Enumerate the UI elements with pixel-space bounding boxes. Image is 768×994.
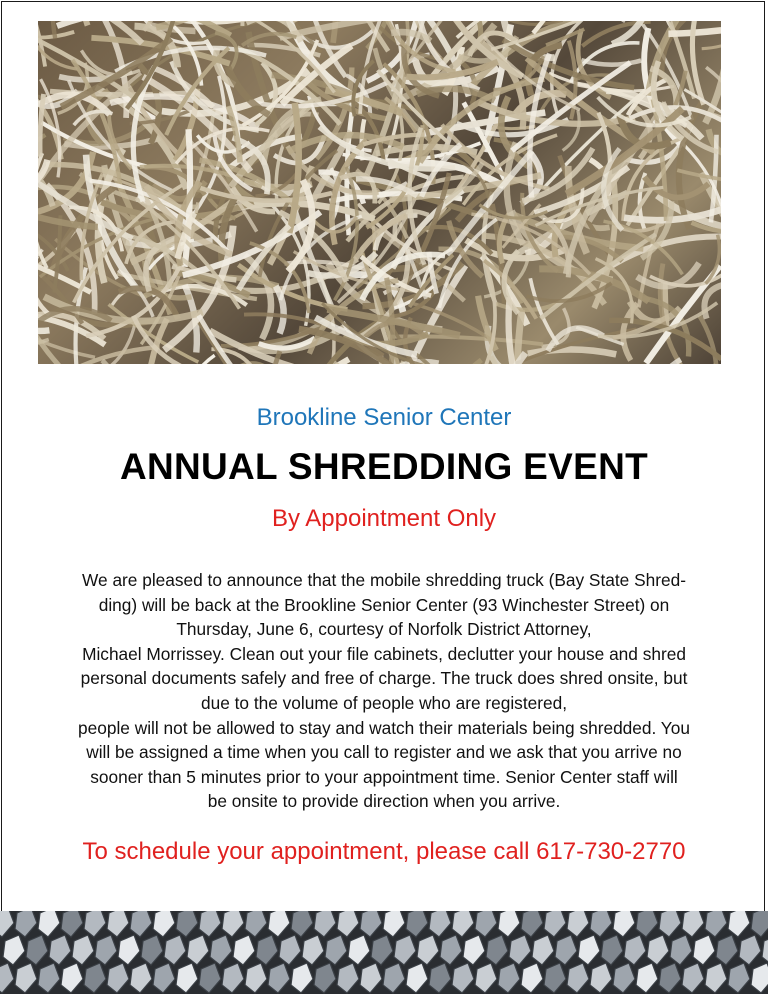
blade-segment: [659, 963, 681, 993]
blade-segment: [107, 911, 129, 937]
blade-segment: [452, 963, 474, 993]
blade-segment: [509, 935, 531, 965]
blade-segment: [762, 935, 768, 965]
blade-segment: [636, 911, 658, 937]
blade-segment: [544, 911, 566, 937]
blade-segment: [475, 963, 497, 993]
blade-segment: [659, 911, 681, 937]
blade-segment: [429, 911, 451, 937]
blade-segment: [682, 963, 704, 993]
blade-segment: [682, 911, 704, 937]
description-line: sooner than 5 minutes prior to your appointment time. Senior Center staff will: [90, 766, 678, 787]
event-title: ANNUAL SHREDDING EVENT: [119, 446, 649, 487]
paper-strip: [438, 360, 481, 364]
blade-segment: [199, 963, 221, 993]
blade-segment: [636, 963, 658, 993]
blade-segment: [693, 935, 715, 965]
blade-segment: [61, 963, 83, 993]
blade-segment: [107, 963, 129, 993]
organization-name: Brookline Senior Center: [256, 404, 512, 431]
blade-segment: [590, 963, 612, 993]
blade-segment: [348, 935, 370, 965]
blade-segment: [153, 963, 175, 993]
blade-segment: [314, 963, 336, 993]
blade-segment: [567, 911, 589, 937]
blade-segment: [118, 935, 140, 965]
paper-strip: [581, 60, 641, 64]
blade-segment: [590, 911, 612, 937]
blade-segment: [429, 963, 451, 993]
blade-segment: [406, 911, 428, 937]
blade-segment: [15, 911, 37, 937]
paper-strip: [704, 284, 721, 319]
blade-segment: [360, 963, 382, 993]
blade-segment: [38, 911, 60, 937]
blade-segment: [624, 935, 646, 965]
blade-segment: [647, 935, 669, 965]
blade-segment: [751, 911, 768, 937]
description-line: people will not be allowed to stay and watch their materials being shredded. You: [78, 717, 690, 738]
blade-segment: [705, 911, 727, 937]
shredder-blades-photo: [0, 911, 768, 994]
blade-segment: [38, 963, 60, 993]
blade-segment: [498, 963, 520, 993]
blade-segment: [739, 935, 761, 965]
paper-strip: [657, 360, 680, 365]
blade-segment: [233, 935, 255, 965]
blade-segment: [728, 963, 750, 993]
blade-segment: [15, 963, 37, 993]
blade-segment: [670, 935, 692, 965]
description-line: Thursday, June 6, courtesy of Norfolk District Attorney,: [176, 619, 592, 640]
description-line: due to the volume of people who are registered,: [200, 692, 568, 713]
blade-segment: [130, 911, 152, 937]
blade-segment: [486, 935, 508, 965]
blade-segment: [84, 911, 106, 937]
blade-segment: [521, 963, 543, 993]
blade-segment: [176, 963, 198, 993]
blade-segment: [49, 935, 71, 965]
blade-segment: [544, 963, 566, 993]
blade-segment: [751, 963, 768, 993]
blade-segment: [440, 935, 462, 965]
blade-segment: [452, 911, 474, 937]
blade-segment: [475, 911, 497, 937]
blade-segment: [463, 935, 485, 965]
blade-segment: [3, 935, 25, 965]
blade-segment: [95, 935, 117, 965]
blade-segment: [314, 911, 336, 937]
blade-segment: [153, 911, 175, 937]
blade-segment: [141, 935, 163, 965]
description-line: personal documents safely and free of charge. The truck does shred onsite, but: [80, 668, 688, 689]
blade-segment: [383, 963, 405, 993]
blade-segment: [72, 935, 94, 965]
blade-segment: [578, 935, 600, 965]
blade-segment: [705, 963, 727, 993]
blade-segment: [613, 911, 635, 937]
blade-segment: [417, 935, 439, 965]
shredded-paper-photo: [38, 21, 721, 364]
blade-segment: [371, 935, 393, 965]
blade-segment: [84, 963, 106, 993]
blade-segment: [567, 963, 589, 993]
blade-segment: [61, 911, 83, 937]
blade-segment: [383, 911, 405, 937]
blade-segment: [728, 911, 750, 937]
paper-strip: [276, 286, 284, 334]
paper-strip: [102, 360, 141, 364]
blade-segment: [394, 935, 416, 965]
blade-segment: [199, 911, 221, 937]
blade-segment: [268, 963, 290, 993]
call-to-action: To schedule your appointment, please call 617-730-2770: [82, 838, 686, 865]
blade-segment: [0, 911, 14, 937]
appointment-note: By Appointment Only: [271, 505, 497, 532]
blade-segment: [337, 963, 359, 993]
paper-strip: [699, 316, 716, 364]
blade-segment: [164, 935, 186, 965]
description-line: be onsite to provide direction when you arrive.: [207, 791, 561, 812]
blade-segment: [0, 963, 14, 993]
blade-segment: [716, 935, 738, 965]
blade-segment: [291, 911, 313, 937]
blade-segment: [302, 935, 324, 965]
blade-segment: [187, 935, 209, 965]
blade-segment: [222, 911, 244, 937]
blade-segment: [279, 935, 301, 965]
paper-strip: [477, 21, 563, 24]
blade-segment: [256, 935, 278, 965]
blade-segment: [498, 911, 520, 937]
blade-segment: [360, 911, 382, 937]
blade-segment: [325, 935, 347, 965]
blade-segment: [601, 935, 623, 965]
blade-segment: [268, 911, 290, 937]
blade-segment: [521, 911, 543, 937]
blade-segment: [26, 935, 48, 965]
description-line: Michael Morrissey. Clean out your file cabinets, declutter your house and shred: [82, 643, 686, 664]
description-line: We are pleased to announce that the mobile shredding truck (Bay State Shred-: [82, 570, 686, 590]
blade-segment: [245, 911, 267, 937]
blade-segment: [130, 963, 152, 993]
blade-segment: [532, 935, 554, 965]
blade-segment: [406, 963, 428, 993]
event-description: [44, 568, 724, 814]
paper-strip: [539, 269, 649, 301]
blade-segment: [291, 963, 313, 993]
blade-segment: [210, 935, 232, 965]
blade-segment: [555, 935, 577, 965]
blade-segment: [613, 963, 635, 993]
blade-segment: [245, 963, 267, 993]
blade-segment: [337, 911, 359, 937]
blade-segment: [176, 911, 198, 937]
blade-segment: [222, 963, 244, 993]
description-line: ding) will be back at the Brookline Senior Center (93 Winchester Street) on: [98, 594, 670, 615]
description-line: will be assigned a time when you call to register and we ask that you arrive no: [86, 742, 682, 763]
